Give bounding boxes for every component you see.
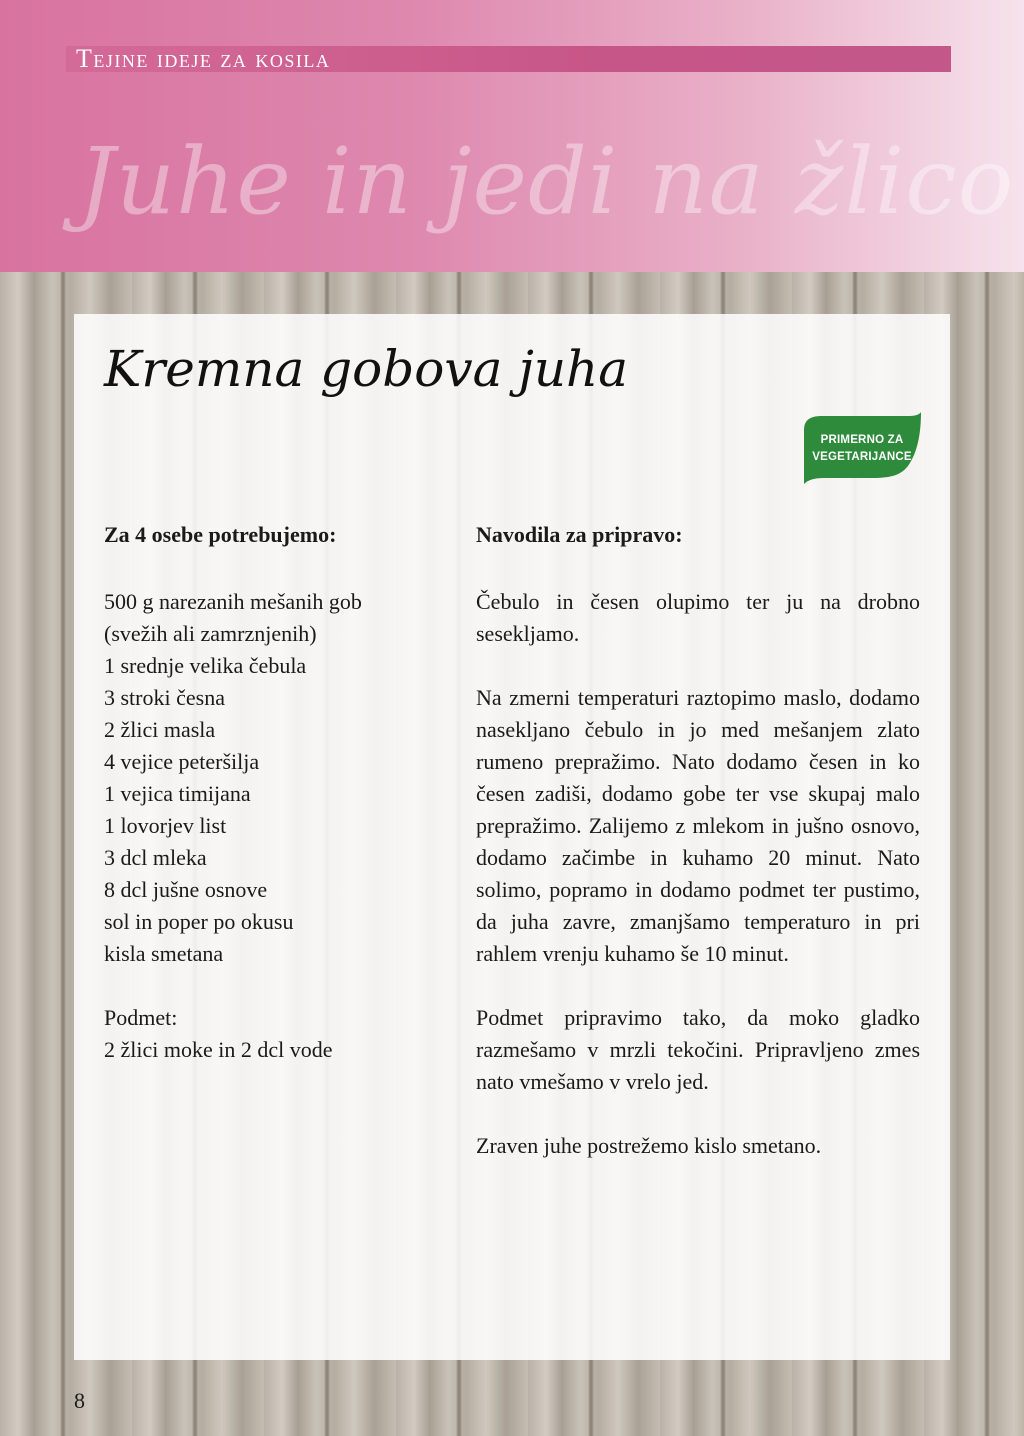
page-header <box>0 0 1024 272</box>
ingredient-item: sol in poper po okusu <box>104 909 294 934</box>
thickener-label: Podmet: <box>104 1005 178 1030</box>
instruction-paragraph: Čebulo in česen olupimo ter ju na drobno sesekljamo. <box>476 589 920 646</box>
ingredient-item: 2 žlici masla <box>104 717 216 742</box>
chapter-title: Juhe in jedi na žlico <box>78 128 1015 235</box>
badge-line-1: PRIMERNO ZA <box>820 434 904 446</box>
thickener-item: 2 žlici moke in 2 dcl vode <box>104 1037 333 1062</box>
instruction-paragraph: Zraven juhe postrežemo kislo smetano. <box>476 1133 822 1158</box>
ingredient-item: 1 srednje velika čebula <box>104 653 307 678</box>
ingredient-item: 8 dcl jušne osnove <box>104 877 268 902</box>
ingredients-heading: Za 4 osebe potrebujemo: <box>104 522 337 547</box>
instructions-heading: Navodila za pripravo: <box>476 522 683 547</box>
ingredient-item: 1 lovorjev list <box>104 813 227 838</box>
ingredient-item: 3 stroki česna <box>104 685 225 710</box>
ingredient-item: kisla smetana <box>104 941 224 966</box>
vegetarian-badge <box>800 412 922 484</box>
instructions-text <box>476 586 920 1194</box>
recipe-title: Kremna gobova juha <box>104 340 629 398</box>
ingredient-item: 500 g narezanih mešanih gob <box>104 589 362 614</box>
page-number: 8 <box>74 1388 85 1413</box>
ingredient-item: 4 vejice peteršilja <box>104 749 260 774</box>
ingredient-item: 1 vejica timijana <box>104 781 251 806</box>
ingredient-item: 3 dcl mleka <box>104 845 207 870</box>
ingredient-item: (svežih ali zamrznjenih) <box>104 621 317 646</box>
section-title: Tejine ideje za kosila <box>76 44 331 73</box>
badge-line-2: VEGETARIJANCE <box>812 451 912 463</box>
ingredients-list <box>104 586 444 1066</box>
instruction-paragraph: Na zmerni temperaturi raztopimo maslo, dodamo nasekljano čebulo in jo med mešanjem zlato rumeno prepražimo. Nato dodamo česen in ko česen zadiši, dodamo gobe ter vse skupaj malo prepražimo. Zalijemo z mlekom in jušno osnovo, dodamo začimbe in kuhamo 20 minut. Nato solimo, popramo in dodamo podmet ter pustimo, da juha zavre, zmanjšamo temperaturo in pri rahlem vrenju kuhamo še 10 minut. <box>476 685 920 966</box>
instruction-paragraph: Podmet pripravimo tako, da moko gladko razmešamo v mrzli tekočini. Pripravljeno zmes nato vmešamo v vrelo jed. <box>476 1005 920 1094</box>
